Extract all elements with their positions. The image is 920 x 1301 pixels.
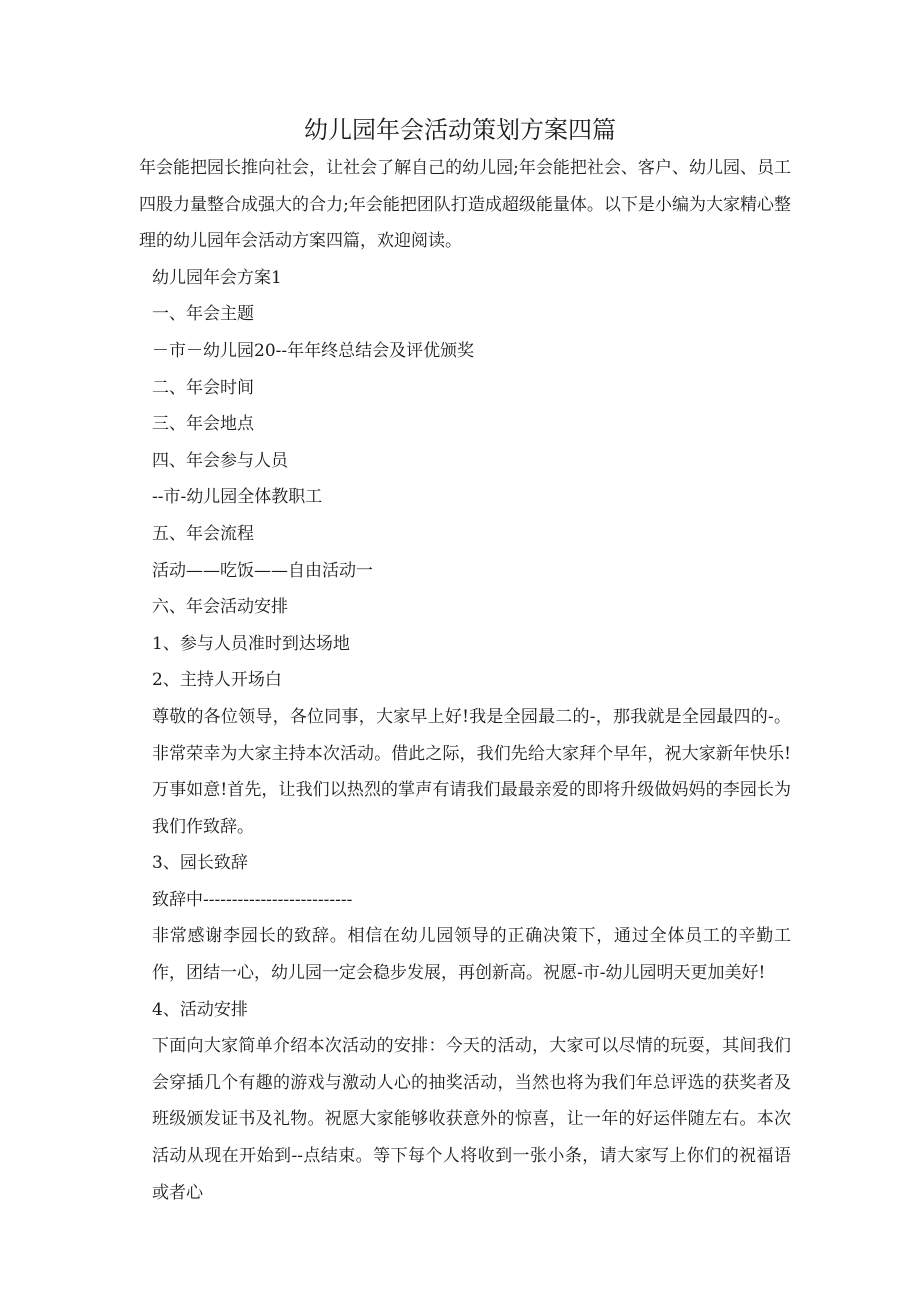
- theme-text: －市－幼儿园20--年年终总结会及评优颁奖: [152, 340, 475, 361]
- document-title: 幼儿园年会活动策划方案四篇: [304, 116, 616, 144]
- host-speech-paragraph: 尊敬的各位领导，各位同事，大家早上好!我是全园最二的-，那我就是全园最四的-。非常荣幸为大家主持本次活动。借此之际，我们先给大家拜个早年，祝大家新年快乐!万事如意!首先，让我们以热烈的掌声有请我们最最亲爱的即将升级做妈妈的李园长为我们作致辞。: [152, 706, 791, 837]
- section-heading-process: 五、年会流程: [152, 523, 254, 544]
- section-heading-location: 三、年会地点: [152, 414, 254, 435]
- thanks-paragraph: 非常感谢李园长的致辞。相信在幼儿园领导的正确决策下，通过全体员工的辛勤工作，团结一心，幼儿园一定会稳步发展，再创新高。祝愿-市-幼儿园明天更加美好!: [152, 926, 791, 984]
- speech-placeholder: 致辞中--------------------------: [152, 889, 353, 910]
- arrangement-item-3: 3、园长致辞: [152, 853, 248, 874]
- activity-paragraph: 下面向大家简单介绍本次活动的安排：今天的活动，大家可以尽情的玩耍，其间我们会穿插几个有趣的游戏与激动人心的抽奖活动，当然也将为我们年总评选的获奖者及班级颁发证书及礼物。祝愿大家能够收获意外的惊喜，让一年的好运伴随左右。本次活动从现在开始到--点结束。等下每个人将收到一张小条，请大家写上你们的祝福语或者心: [152, 1036, 791, 1203]
- section-heading-theme: 一、年会主题: [152, 304, 254, 325]
- arrangement-item-4: 4、活动安排: [152, 999, 248, 1020]
- arrangement-item-2: 2、主持人开场白: [152, 670, 282, 691]
- section-heading-participants: 四、年会参与人员: [152, 450, 288, 471]
- section-heading-arrangement: 六、年会活动安排: [152, 597, 288, 618]
- arrangement-item-1: 1、参与人员准时到达场地: [152, 633, 350, 654]
- section-heading-time: 二、年会时间: [152, 377, 254, 398]
- plan-heading: 幼儿园年会方案1: [152, 267, 282, 288]
- intro-paragraph: 年会能把园长推向社会，让社会了解自己的幼儿园;年会能把社会、客户、幼儿园、员工四股力量整合成强大的合力;年会能把团队打造成超级能量体。以下是小编为大家精心整理的幼儿园年会活动方案四篇，欢迎阅读。: [139, 158, 791, 252]
- process-text: 活动——吃饭——自由活动一: [152, 560, 373, 581]
- participants-text: --市-幼儿园全体教职工: [152, 487, 323, 508]
- document-body: [139, 150, 791, 1211]
